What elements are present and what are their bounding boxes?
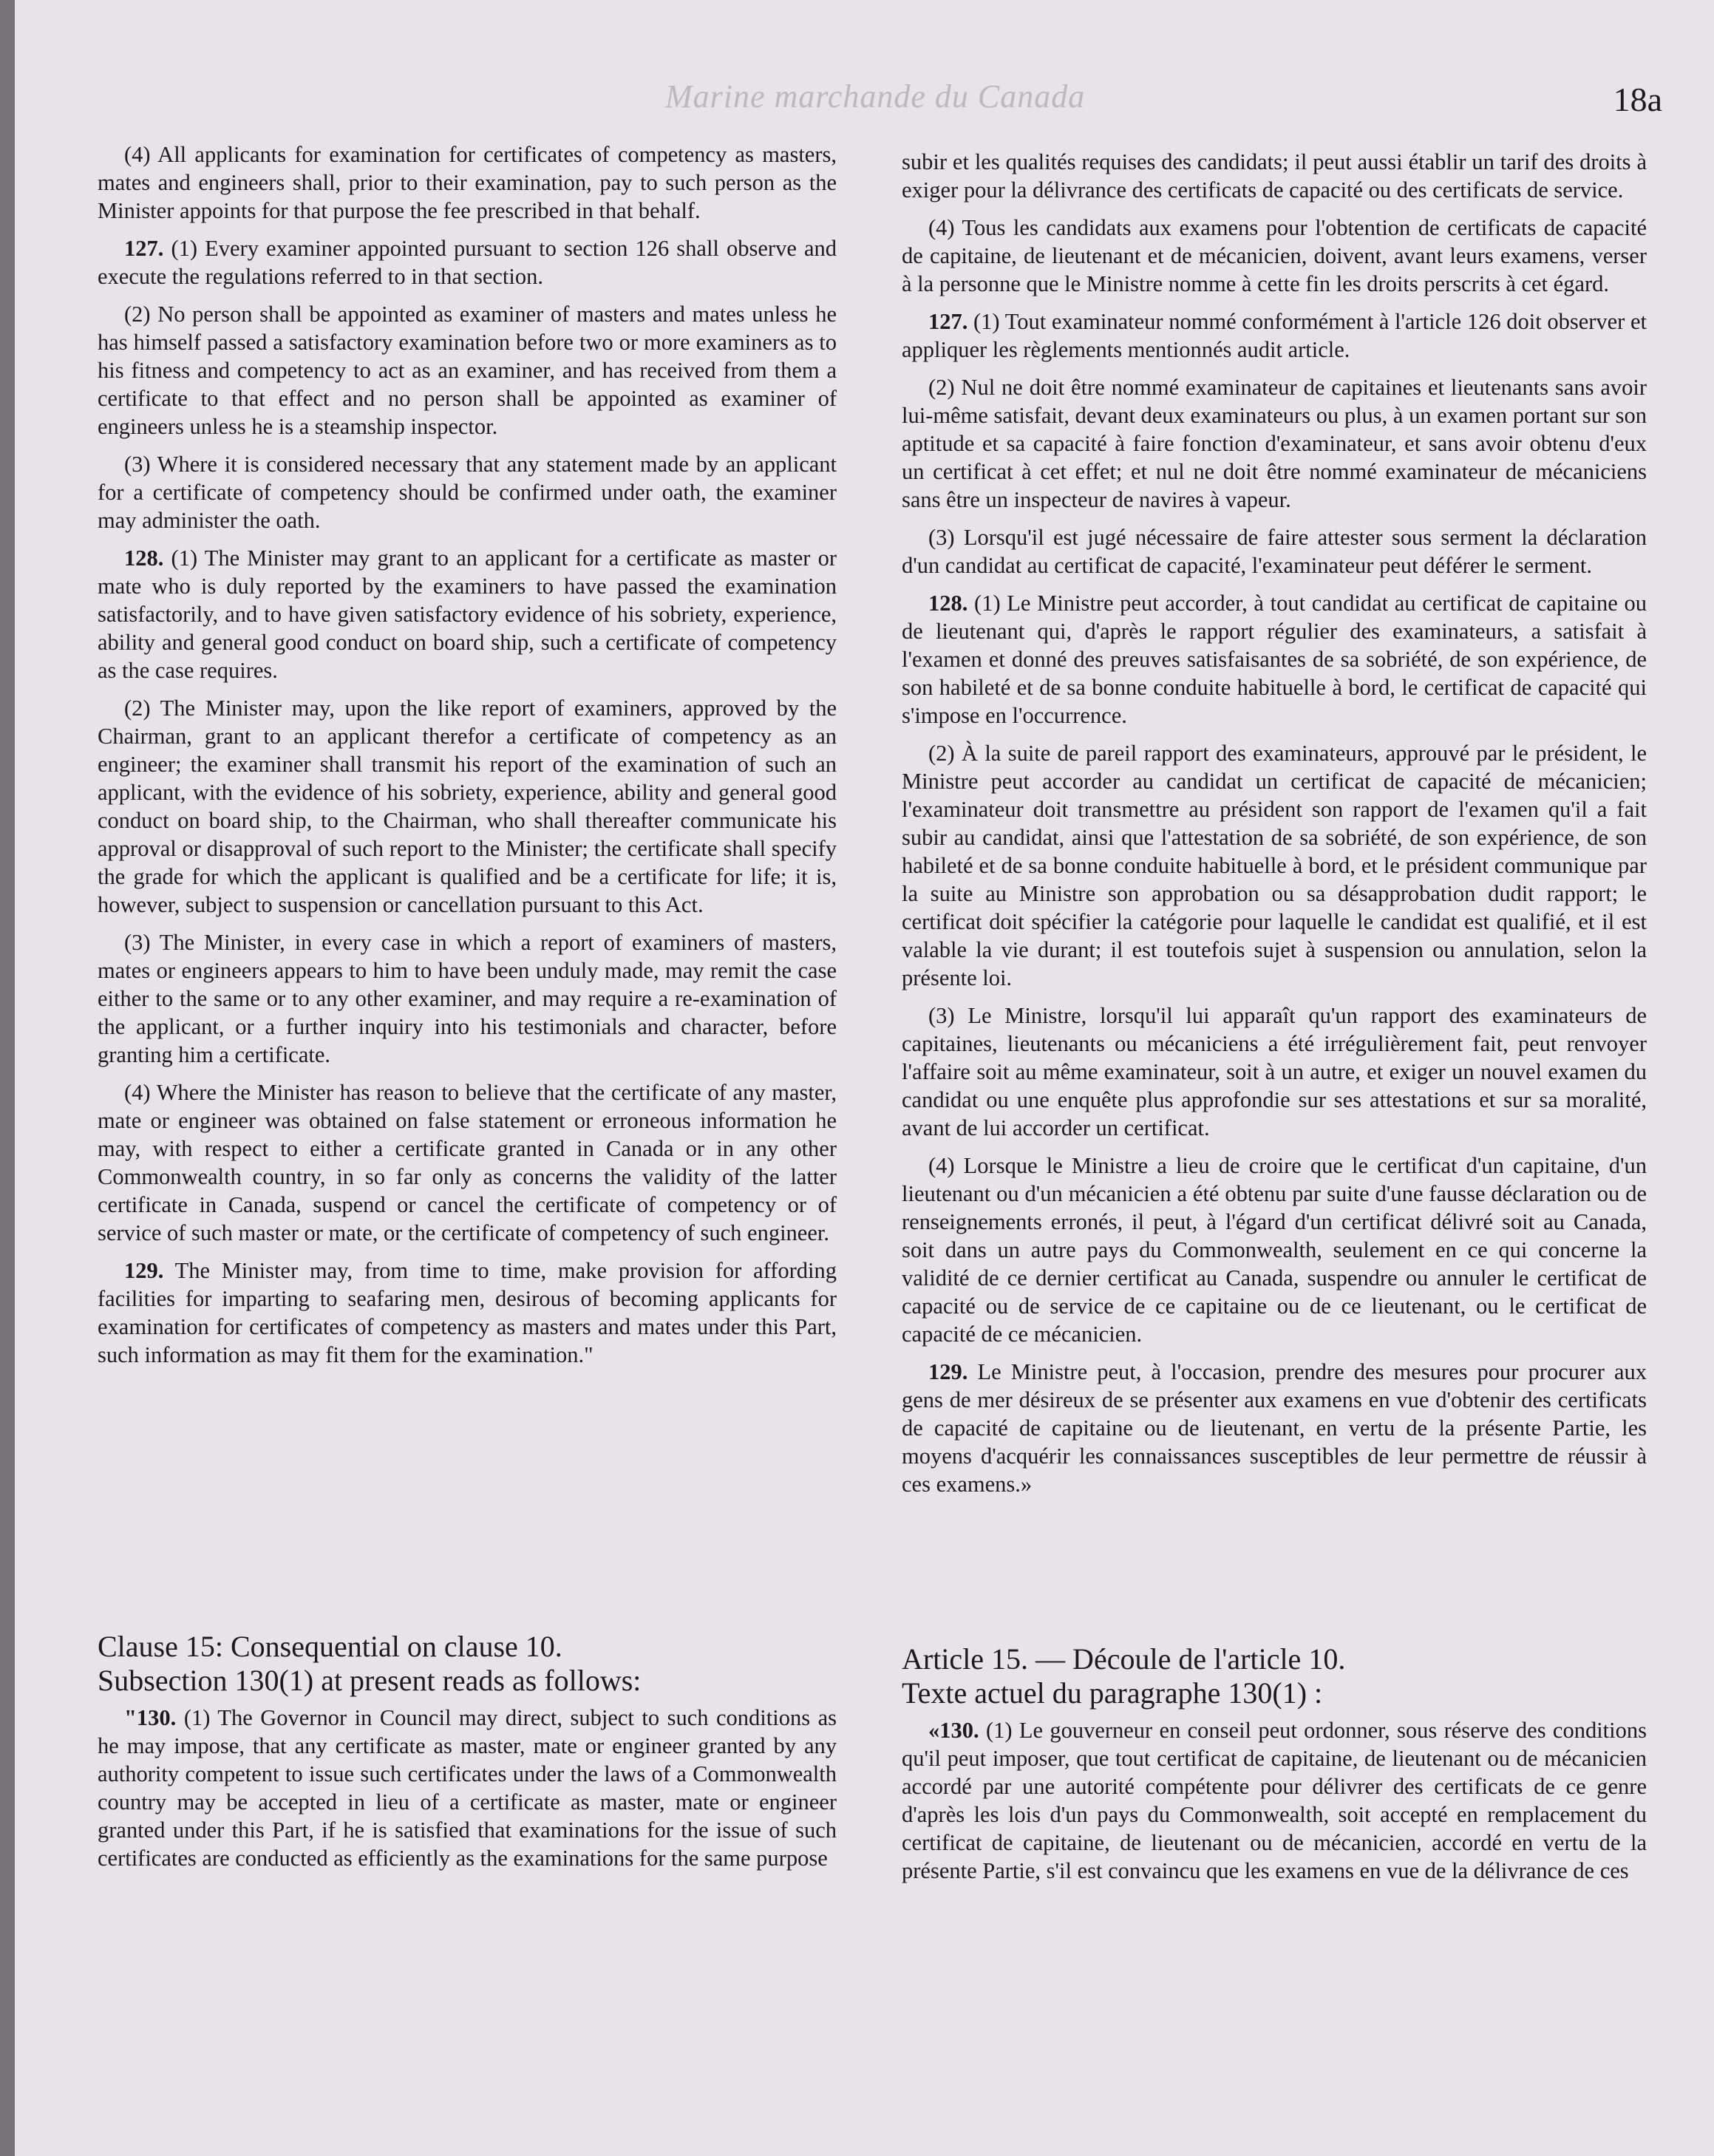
right-para-0: subir et les qualités requises des candidats; il peut aussi établir un tarif des droits à exiger pour la délivrance des certificats de capacité ou des certificats de service. [902, 149, 1647, 203]
right-subsection-heading: Texte actuel du paragraphe 130(1) : [902, 1676, 1323, 1710]
right-clause-heading: Article 15. — Découle de l'article 10. [902, 1642, 1346, 1676]
right-para-4: (3) Lorsqu'il est jugé nécessaire de faire attester sous serment la déclaration d'un candidat au certificat de capacité, l'examinateur peut déférer le serment. [902, 525, 1647, 578]
right-para-3: (2) Nul ne doit être nommé examinateur de capitaines et lieutenants sans avoir lui-même satisfait, devant deux examinateurs ou plus, à un examen portant sur son aptitude et sa capacité à faire fonction d'examinateur, et sans avoir obtenu d'eux un certificat à cet effet; et nul ne doit être nommé examinateur de mécaniciens sans être un inspecteur de navires à vapeur. [902, 375, 1647, 512]
left-para-3: (3) Where it is considered necessary that any statement made by an applicant for a certificate of competency should be confirmed under oath, the examiner may administer the oath. [98, 452, 837, 533]
right-column [902, 148, 1647, 1508]
left-para-5: (2) The Minister may, upon the like report of examiners, approved by the Chairman, grant to an applicant therefor a certificate of competency as an engineer; the examiner shall transmit his report of the examination of such an applicant, with the evidence of his sobriety, experience, ability and general good conduct on board ship, to the Chairman, who shall thereafter communicate his approval or disapproval of such report to the Minister; the certificate shall specify the grade for which the applicant is qualified and be a certificate for life; it is, however, subject to suspension or cancellation pursuant to this Act. [98, 696, 837, 917]
right-para-1: (4) Tous les candidats aux examens pour l'obtention de certificats de capacité de capitaine, de lieutenant et de mécanicien, doivent, avant leurs examens, verser à la personne que le Ministre nomme à cette fin les droits perscrits à cet égard. [902, 215, 1647, 296]
right-para-5: 128. (1) Le Ministre peut accorder, à tout candidat au certificat de capitaine ou de lieutenant qui, d'après le rapport régulier des examinateurs, a satisfait à l'examen et donné des preuves satisfaisantes de sa sobriété, de son expérience, de son habileté et de sa bonne conduite habituelle à bord, le certificat de capacité qui s'impose en l'occurrence. [902, 591, 1647, 728]
left-subsection-heading: Subsection 130(1) at present reads as follows: [98, 1664, 642, 1697]
right-para-9: 129. Le Ministre peut, à l'occasion, prendre des mesures pour procurer aux gens de mer désireux de se présenter aux examens en vue d'obtenir des certificats de capacité de capitaine ou de lieutenant, en vertu de la présente Partie, les moyens d'acquérir les connaissances susceptibles de leur permettre de réussir à ces examens.» [902, 1359, 1647, 1497]
left-clause-heading: Clause 15: Consequential on clause 10. [98, 1630, 562, 1663]
scan-edge [0, 0, 15, 2156]
bleed-through-text: Marine marchande du Canada [665, 78, 1086, 115]
left-para-1: 127. (1) Every examiner appointed pursuant to section 126 shall observe and execute the regulations referred to in that section. [98, 236, 837, 289]
right-para-2: 127. (1) Tout examinateur nommé conformément à l'article 126 doit observer et appliquer les règlements mentionnés audit article. [902, 309, 1647, 362]
left-clause-text: "130. (1) The Governor in Council may direct, subject to such conditions as he may impose, that any certificate as master, mate or engineer granted by any authority competent to issue such certificates under the laws of a Commonwealth country may be accepted in lieu of a certificate as master, mate or engineer granted under this Part, if he is satisfied that examinations for the issue of such certificates are conducted as efficiently as the examinations for the same purpose [98, 1705, 837, 1871]
right-para-8: (4) Lorsque le Ministre a lieu de croire que le certificat d'un capitaine, d'un lieutenant ou d'un mécanicien a été obtenu par suite d'une fausse déclaration ou de renseignements erronés, il peut, à l'égard d'un certificat délivré soit au Canada, soit dans un autre pays du Commonwealth, seulement en ce qui concerne la validité de ce dernier certificat au Canada, suspendre ou annuler le certificat de capacité ou de service de ce capitaine ou de ce lieutenant, ou le certificat de capacité de ce mécanicien. [902, 1153, 1647, 1347]
right-para-6: (2) À la suite de pareil rapport des examinateurs, approuvé par le président, le Ministre peut accorder au candidat un certificat de capacité de mécanicien; l'examinateur doit transmettre au président son rapport de l'examen qu'il a fait subir au candidat, ainsi que l'attestation de sa sobriété, de son expérience, de son habileté et de sa bonne conduite habituelle à bord, et le président communique par la suite au Ministre son approbation ou sa désapprobation dudit rapport; le certificat doit spécifier la catégorie pour laquelle le candidat est qualifié, et il est valable la vie durant; il est toutefois sujet à suspension ou annulation, selon la présente loi. [902, 741, 1647, 990]
left-para-0: (4) All applicants for examination for certificates of competency as masters, mates and engineers shall, prior to their examination, pay to such person as the Minister appoints for that purpose the fee prescribed in that behalf. [98, 142, 837, 223]
left-clause-block [98, 1630, 837, 1872]
left-para-8: 129. The Minister may, from time to time, make provision for affording facilities for imparting to seafaring men, desirous of becoming applicants for examination for certificates of competency as masters and mates under this Part, such information as may fit them for the examination." [98, 1258, 837, 1367]
page-number: 18a [1613, 81, 1662, 118]
right-para-7: (3) Le Ministre, lorsqu'il lui apparaît qu'un rapport des examinateurs de capitaines, lieutenants ou mécaniciens a été irrégulièrement fait, peut renvoyer l'affaire soit au même examinateur, soit à un autre, et exiger un nouvel examen du candidat ou une enquête plus approfondie sur ses attestations et sur sa moralité, avant de lui accorder un certificat. [902, 1003, 1647, 1140]
right-clause-block [902, 1642, 1647, 1885]
left-para-2: (2) No person shall be appointed as examiner of masters and mates unless he has himself passed a satisfactory examination before two or more examiners as to his fitness and competency to act as an examiner, and has received from them a certificate to that effect and no person shall be appointed as examiner of engineers unless he is a steamship inspector. [98, 302, 837, 439]
left-para-7: (4) Where the Minister has reason to believe that the certificate of any master, mate or engineer was obtained on false statement or erroneous information he may, with respect to either a certificate granted in Canada or in any other Commonwealth country, in so far only as concerns the validity of the latter certificate in Canada, suspend or cancel the certificate of competency or of service of such master or mate, or the certificate of competency of such engineer. [98, 1080, 837, 1245]
left-para-4: 128. (1) The Minister may grant to an applicant for a certificate as master or mate who is duly reported by the examiners to have passed the examination satisfactorily, and to have given satisfactory evidence of his sobriety, experience, ability and general good conduct on board ship, such a certificate of competency as the case requires. [98, 545, 837, 683]
right-clause-text: «130. (1) Le gouverneur en conseil peut ordonner, sous réserve des conditions qu'il peut imposer, que tout certificat de capitaine, de lieutenant ou de mécanicien accordé par une autorité compétente pour délivrer des certificats de ce genre d'après les lois d'un pays du Commonwealth, soit accepté en remplacement du certificat de capitaine, de lieutenant ou de mécanicien, accordé en vertu de la présente Partie, s'il est convaincu que les examens en vue de la délivrance de ces [902, 1718, 1647, 1883]
left-para-6: (3) The Minister, in every case in which a report of examiners of masters, mates or engineers appears to him to have been unduly made, may remit the case either to the same or to any other examiner, and may require a re-examination of the applicant, or a further inquiry into his testimonials and character, before granting him a certificate. [98, 930, 837, 1067]
left-column [98, 140, 837, 1378]
